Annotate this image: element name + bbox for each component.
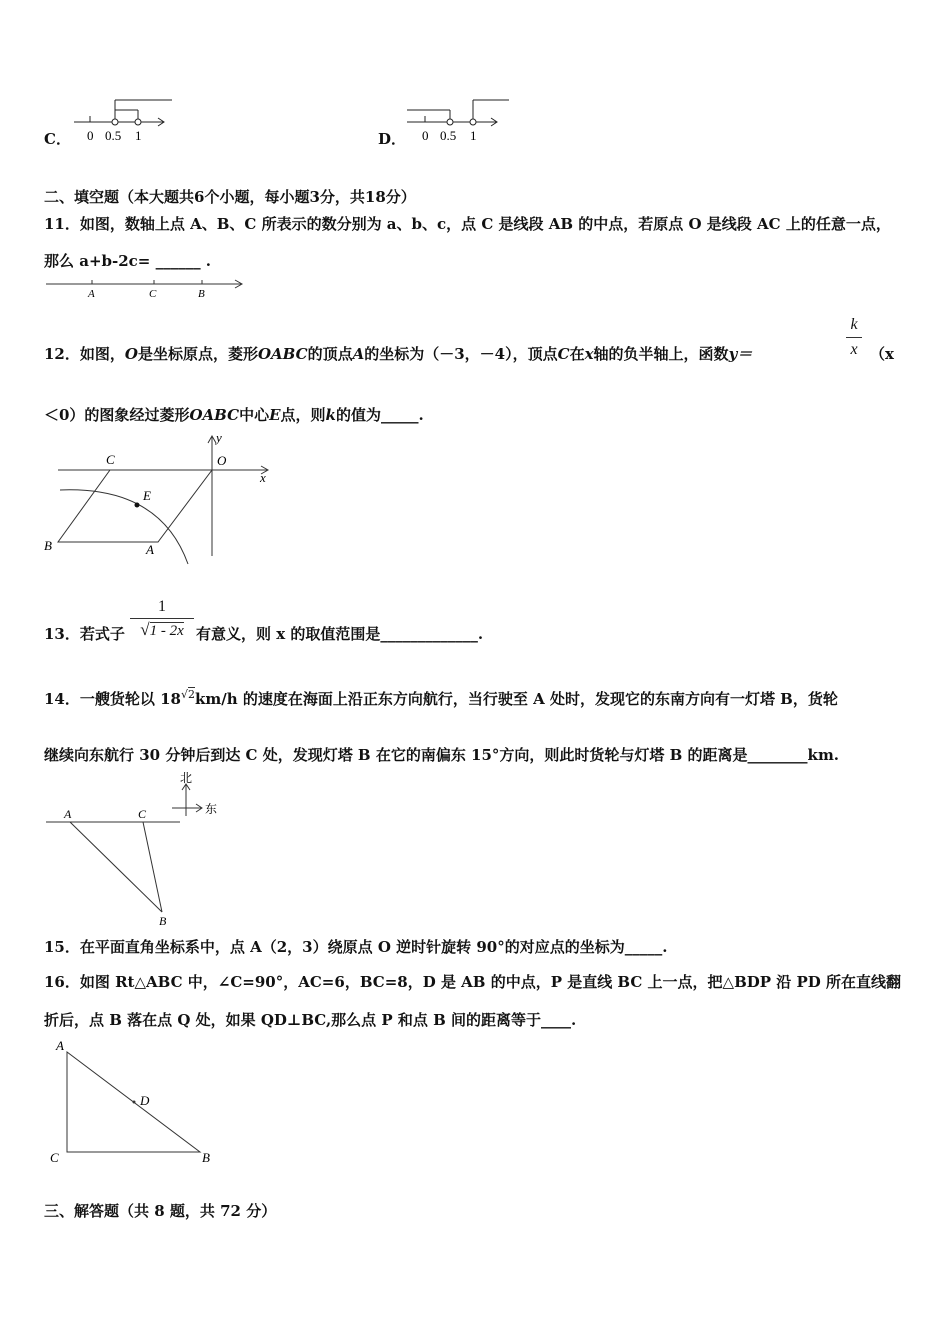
q12-label-c: C xyxy=(106,452,115,467)
q16-label-c: C xyxy=(50,1150,59,1165)
q14-label-east: 东 xyxy=(205,802,218,816)
q13-pre: 13．若式子 xyxy=(44,625,125,643)
q15-text: 15．在平面直角坐标系中，点 A（2，3）绕原点 O 逆时针旋转 90°的对应点的坐标为_____. xyxy=(44,938,668,956)
q11-point-b: B xyxy=(198,288,205,300)
q14-label-a: A xyxy=(64,807,72,821)
q16-line2: 折后，点 B 落在点 Q 处，如果 QD⊥BC,那么点 P 和点 B 间的距离等于____. xyxy=(44,1011,577,1029)
q12-label-y: y xyxy=(216,430,222,445)
option-d-numberline xyxy=(405,96,515,146)
q14-line1: 14．一艘货轮以 $18^{√2}km/h$ 的速度在海面上沿正东方向航行，当行驶至 A 处时，发现它的东南方向有一灯塔 B，货轮 xyxy=(44,688,838,708)
q11-line1: 11．如图，数轴上点 A、B、C 所表示的数分别为 a、b、c，点 C 是线段 AB 的中点，若原点 O 是线段 AC 上的任意一点， xyxy=(44,215,891,233)
option-c-tick-0: 0 xyxy=(87,128,94,143)
option-c-numberline xyxy=(72,96,182,146)
q11-numberline-figure xyxy=(44,276,249,300)
q16-label-b: B xyxy=(202,1150,210,1165)
q14-label-b: B xyxy=(159,914,167,928)
q12-fraction-k-over-x: k x xyxy=(844,316,864,359)
option-d-tick-05: 0.5 xyxy=(440,128,457,143)
q13-fraction: 1 √1 - 2x xyxy=(130,598,194,640)
q16-triangle-figure xyxy=(44,1034,234,1170)
q16-line1: 16．如图 Rt△ABC 中，∠C=90°，AC=6，BC=8，D 是 AB 的中点，P 是直线 BC 上一点，把△BDP 沿 PD 所在直线翻 xyxy=(44,973,902,991)
q14-label-c: C xyxy=(138,807,147,821)
q12-line2: ＜0）的图象经过菱形OABC中心E点，则k的值为_____. xyxy=(44,406,424,424)
q12-label-o: O xyxy=(217,453,227,468)
q12-line1: 12．如图，O是坐标原点，菱形OABC的顶点A的坐标为（－3，－4），顶点C在x轴的负半轴上，函数y＝ xyxy=(44,345,753,363)
q12-line1-end: （x xyxy=(870,345,894,363)
option-d-label: D． xyxy=(378,130,407,148)
q16-label-a: A xyxy=(56,1038,64,1053)
option-c-tick-1: 1 xyxy=(135,128,142,143)
q14-line2: 继续向东航行 30 分钟后到达 C 处，发现灯塔 B 在它的南偏东 15°方向，则此时货轮与灯塔 B 的距离是________km. xyxy=(44,746,840,764)
option-c-tick-05: 0.5 xyxy=(105,128,122,143)
option-c-label: C． xyxy=(44,130,71,148)
q14-ship-figure xyxy=(40,770,240,930)
section-3-heading: 三、解答题（共 8 题，共 72 分） xyxy=(44,1202,277,1220)
q12-label-a: A xyxy=(146,542,154,557)
section-2-heading: 二、填空题（本大题共6个小题，每小题3分，共18分） xyxy=(44,188,416,206)
option-d-tick-1: 1 xyxy=(470,128,477,143)
q13-post: 有意义，则 x 的取值范围是_____________. xyxy=(196,625,484,643)
q11-point-c: C xyxy=(149,288,157,300)
q12-label-b: B xyxy=(44,538,52,553)
q12-rhombus-figure xyxy=(40,428,280,573)
q14-label-north: 北 xyxy=(180,771,193,785)
option-d-tick-0: 0 xyxy=(422,128,429,143)
q11-point-a: A xyxy=(88,288,95,300)
q12-label-x: x xyxy=(260,470,266,485)
q16-label-d: D xyxy=(140,1093,150,1108)
q11-line2: 那么 a+b-2c= ______ . xyxy=(44,252,212,270)
q12-label-e: E xyxy=(143,488,151,503)
